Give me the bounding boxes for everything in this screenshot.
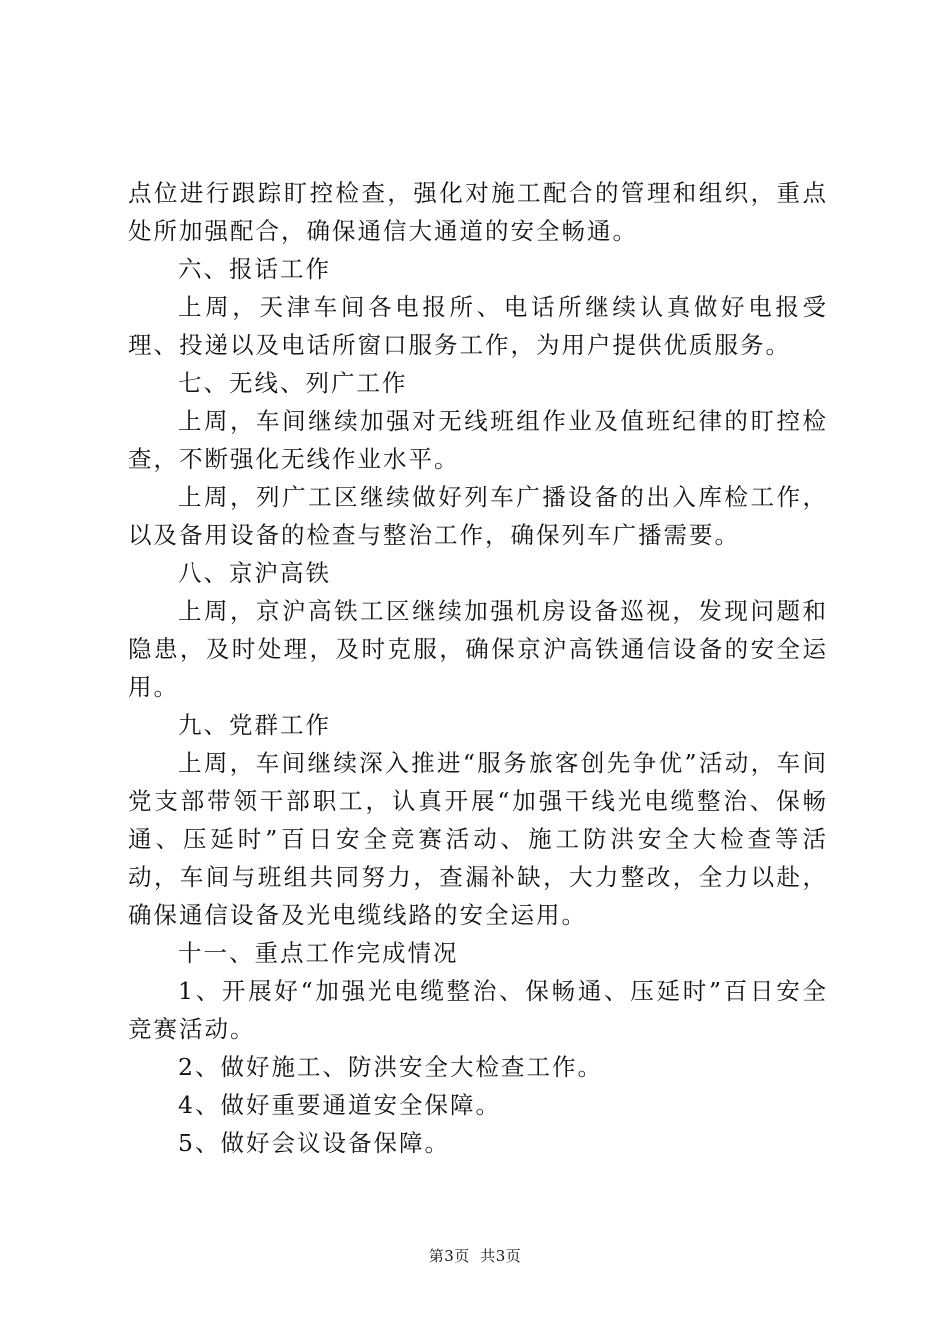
paragraph: 点位进行跟踪盯控检查，强化对施工配合的管理和组织，重点处所加强配合，确保通信大通道的安全畅通。 bbox=[128, 179, 828, 245]
section-heading-jinghu: 八、京沪高铁 bbox=[178, 559, 331, 587]
page-number: 第3页 共3页 bbox=[428, 1247, 522, 1265]
section-heading-zhongdian: 十一、重点工作完成情况 bbox=[178, 939, 459, 967]
document-body bbox=[128, 174, 828, 1162]
section-heading-wuxian: 七、无线、列广工作 bbox=[178, 369, 408, 397]
list-item: 4、做好重要通道安全保障。 bbox=[178, 1091, 501, 1119]
paragraph: 上周，车间继续深入推进“服务旅客创先争优”活动，车间党支部带领干部职工，认真开展“加强干线光电缆整治、保畅通、压延时”百日安全竞赛活动、施工防洪安全大检查等活动，车间与班组共同努力，查漏补缺，大力整改，全力以赴，确保通信设备及光电缆线路的安全运用。 bbox=[128, 749, 828, 929]
list-item: 5、做好会议设备保障。 bbox=[178, 1129, 450, 1157]
page-footer bbox=[0, 1246, 950, 1266]
paragraph: 上周，车间继续加强对无线班组作业及值班纪律的盯控检查，不断强化无线作业水平。 bbox=[128, 407, 828, 473]
section-heading-baohua: 六、报话工作 bbox=[178, 255, 331, 283]
list-item: 2、做好施工、防洪安全大检查工作。 bbox=[178, 1053, 603, 1081]
section-heading-dangqun: 九、党群工作 bbox=[178, 711, 331, 739]
paragraph: 上周，天津车间各电报所、电话所继续认真做好电报受理、投递以及电话所窗口服务工作，为用户提供优质服务。 bbox=[128, 293, 828, 359]
list-item: 1、开展好“加强光电缆整治、保畅通、压延时”百日安全竞赛活动。 bbox=[128, 977, 828, 1043]
paragraph: 上周，列广工区继续做好列车广播设备的出入库检工作，以及备用设备的检查与整治工作，确保列车广播需要。 bbox=[128, 483, 828, 549]
paragraph: 上周，京沪高铁工区继续加强机房设备巡视，发现问题和隐患，及时处理，及时克服，确保京沪高铁通信设备的安全运用。 bbox=[128, 597, 828, 701]
